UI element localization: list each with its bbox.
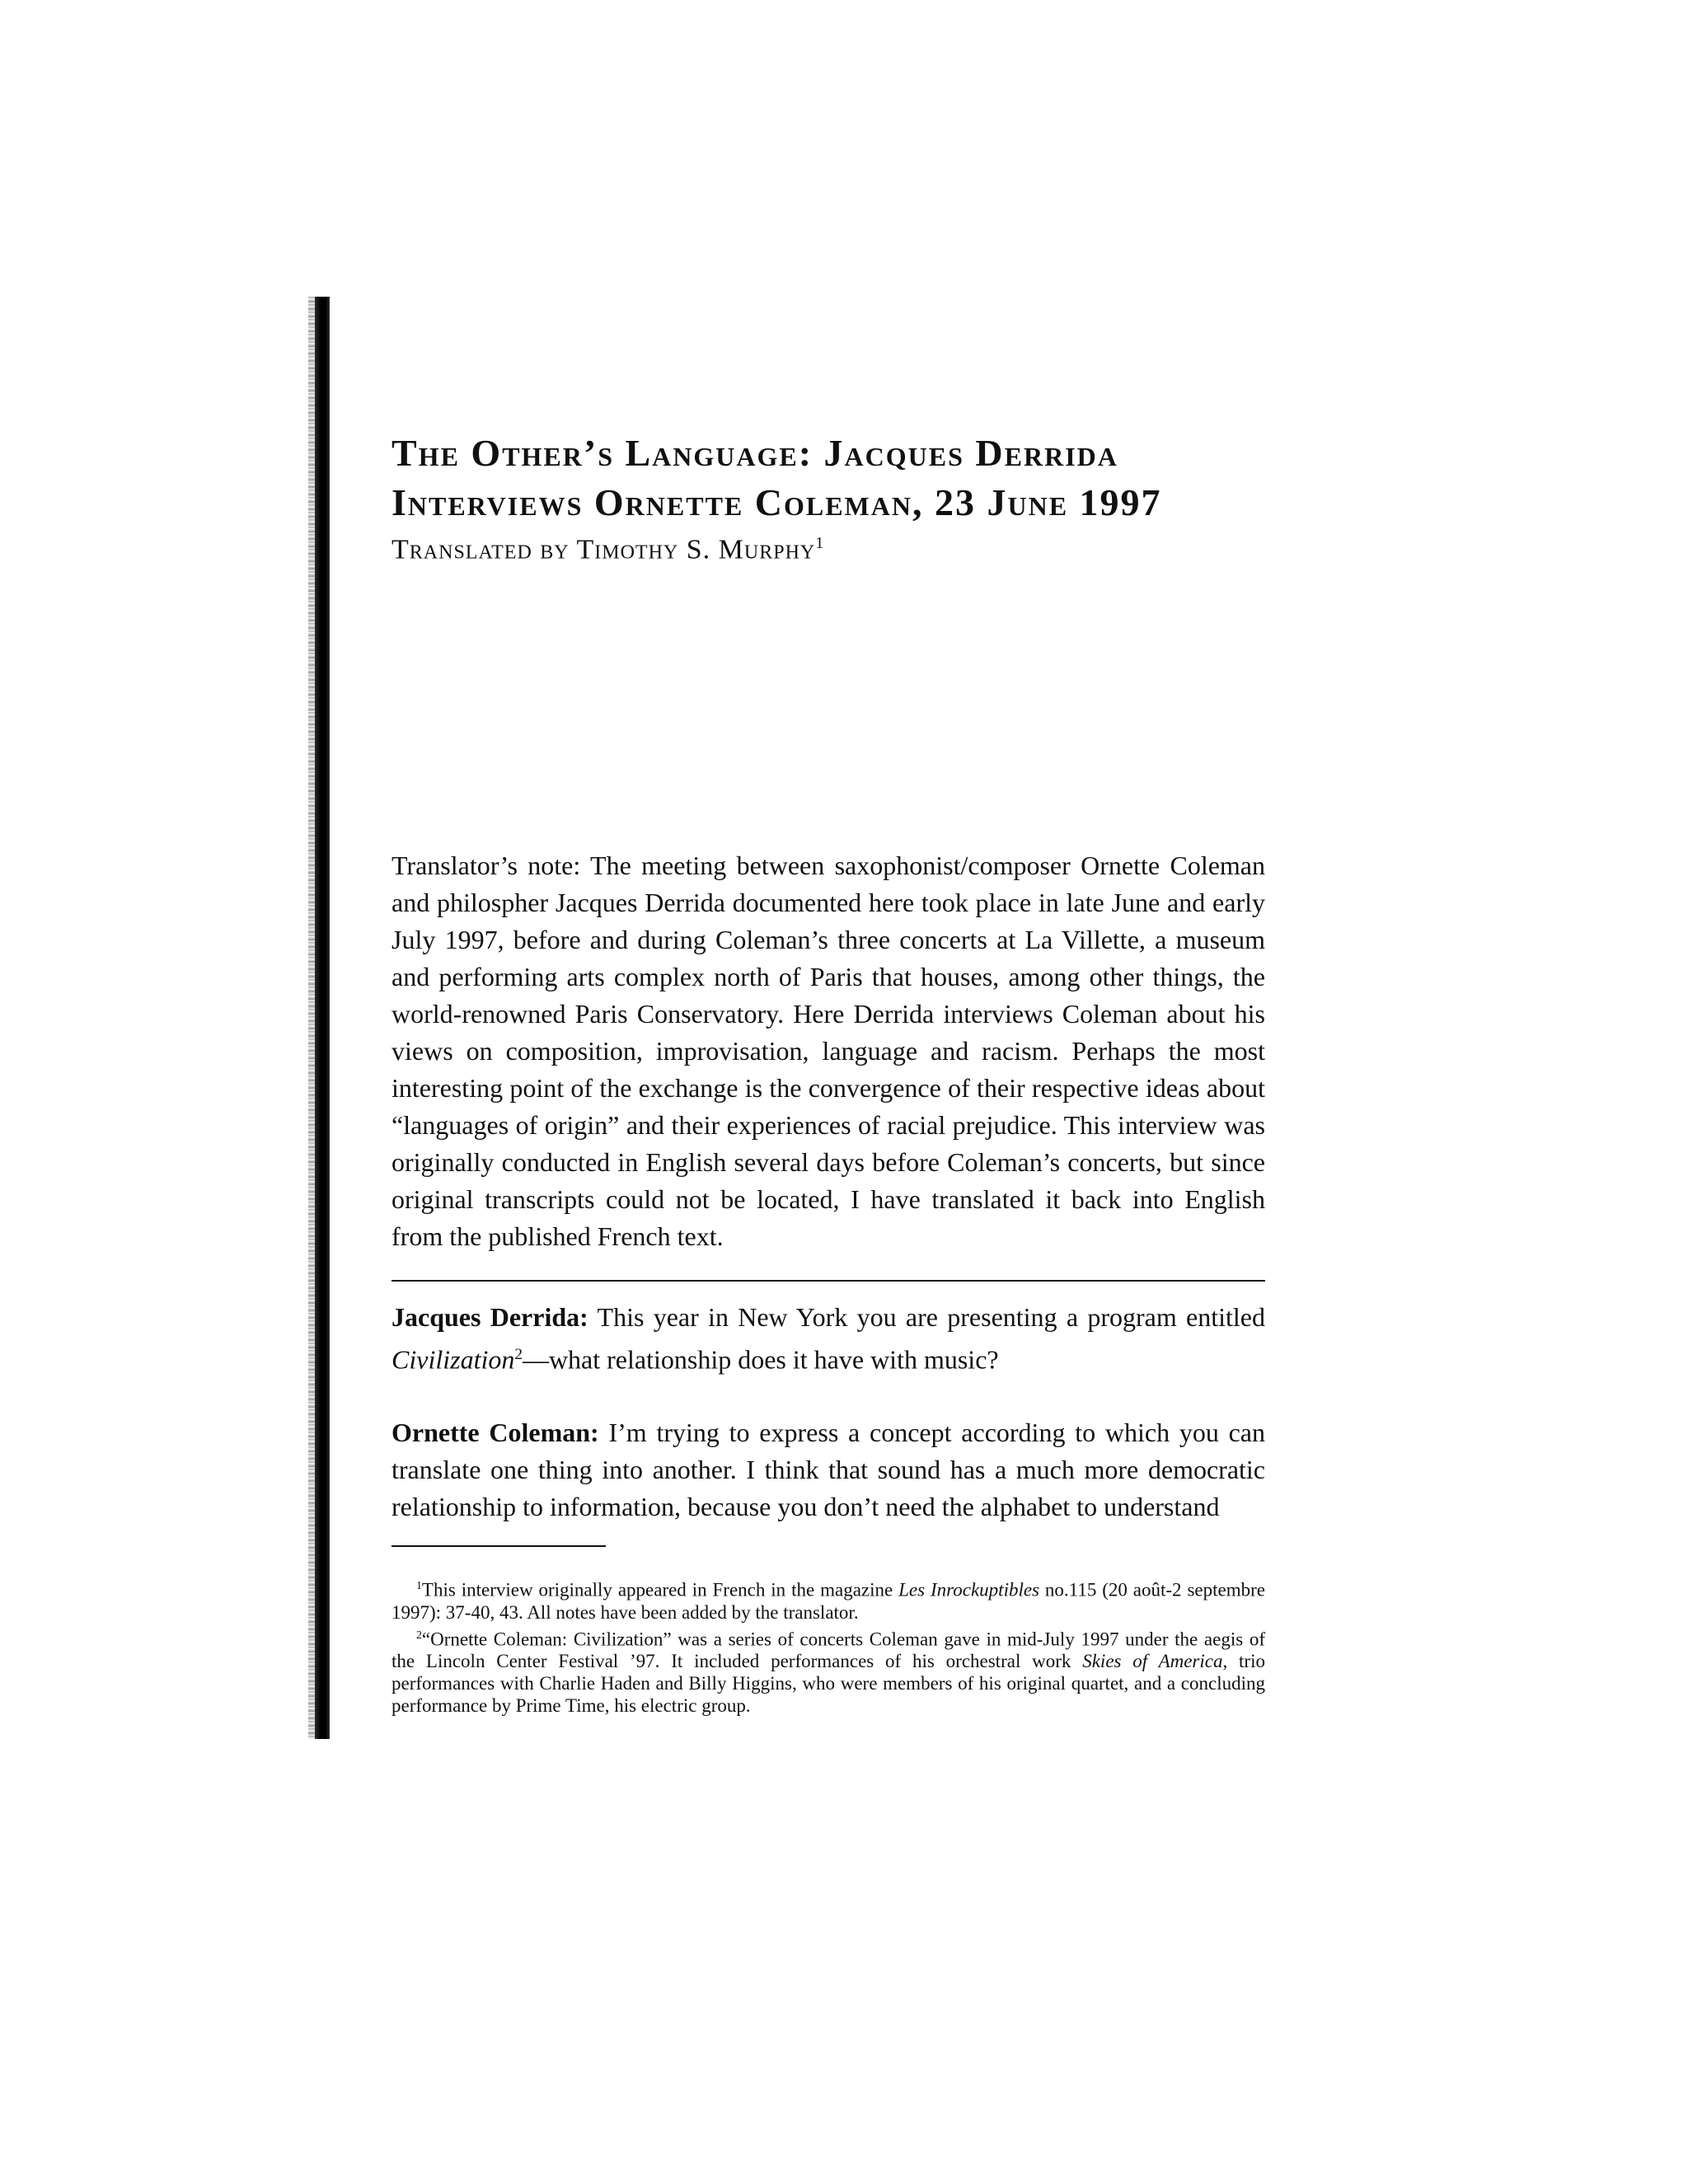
- book-spine-edge: [315, 297, 330, 1739]
- footnote-italic: Skies of America: [1082, 1651, 1223, 1672]
- footnotes: [392, 1574, 1265, 1717]
- section-divider: [392, 1280, 1265, 1282]
- footnote-2: [392, 1624, 1265, 1718]
- footnote-text: “Ornette Coleman: Civilization” was a series of concerts Coleman gave in mid-July 1997 under the aegis of the Lincoln Center Festival ’97. It included performances of his orchestral work: [392, 1629, 1265, 1672]
- speaker-name: Ornette Coleman:: [392, 1418, 599, 1447]
- footnote-italic: Les Inrockuptibles: [898, 1579, 1040, 1601]
- dialogue-derrida: [392, 1299, 1265, 1379]
- translator-credit: [392, 534, 824, 565]
- footnote-1: [392, 1574, 1265, 1624]
- dialogue-text: I’m trying to express a concept according to which you can translate one thing into another. I think that sound has a much more democratic relationship to information, because you don’t need the alphabet to understand: [392, 1418, 1266, 1521]
- footnote-marker: 2: [514, 1346, 523, 1363]
- title-line-2: Interviews Ornette Coleman, 23 June 1997: [392, 481, 1162, 523]
- footnote-divider: [392, 1545, 606, 1547]
- speaker-name: Jacques Derrida:: [392, 1302, 588, 1332]
- article-title: [392, 429, 1463, 527]
- dialogue-coleman: [392, 1414, 1265, 1526]
- footnote-text: no.115 (20 août-2 septembre 1997): 37-40, 43. All notes have been added by the translator.: [392, 1579, 1265, 1623]
- dialogue-text: This year in New York you are presenting a program entitled: [588, 1302, 1266, 1332]
- footnote-number: 2: [416, 1628, 422, 1641]
- dialogue-text: —what relationship does it have with music?: [522, 1344, 999, 1375]
- footnote-marker: 1: [815, 534, 825, 552]
- footnote-text: , trio performances with Charlie Haden and Billy Higgins, who were members of his original quartet, and a concluding performance by Prime Time, his electric group.: [392, 1651, 1265, 1717]
- book-spine-shadow: [308, 297, 315, 1739]
- title-line-1: The Other’s Language: Jacques Derrida: [392, 432, 1118, 474]
- dialogue-italic-title: Civilization: [392, 1344, 515, 1375]
- translator-text: Translated by Timothy S. Murphy: [392, 534, 816, 565]
- footnote-number: 1: [416, 1579, 422, 1591]
- footnote-text: This interview originally appeared in French in the magazine: [421, 1579, 899, 1601]
- translators-note: Translator’s note: The meeting between saxophonist/composer Ornette Coleman and philospher Jacques Derrida documented here took place in late June and early July 1997, before and during Coleman’s three concerts at La Villette, a museum and performing arts complex north of Paris that houses, among other things, the world-renowned Paris Conservatory. Here Derrida interviews Coleman about his views on composition, improvisation, language and racism. Perhaps the most interesting point of the exchange is the convergence of their respective ideas about “languages of origin” and their experiences of racial prejudice. This interview was originally conducted in English several days before Coleman’s concerts, but since original transcripts could not be located, I have translated it back into English from the published French text.: [392, 851, 1265, 1251]
